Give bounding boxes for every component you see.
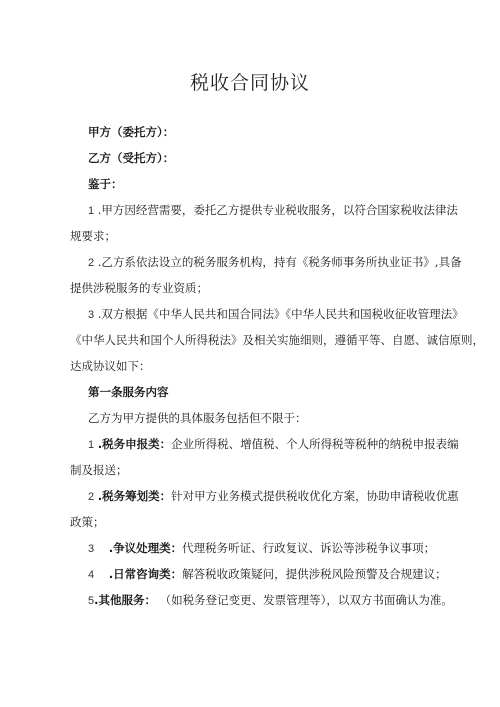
service-number: 5 — [88, 595, 95, 607]
service-label: .税务申报类： — [97, 437, 172, 451]
clause-number: 1 — [88, 205, 95, 217]
clause-number: 2 — [88, 257, 95, 269]
party-a-label: 甲方（委托方）： — [88, 125, 175, 139]
service-label: .日常咨询类： — [108, 567, 183, 581]
service-item — [88, 489, 459, 504]
service-item — [88, 593, 453, 608]
service-text: 解答税收政策疑问，提供涉税风险预警及合规建议； — [182, 567, 447, 581]
document-title: 税收合同协议 — [189, 72, 310, 94]
service-number: 3 — [88, 543, 95, 555]
whereas-label: 鉴于： — [88, 177, 123, 191]
clause-3-continuation: 达成协议如下： — [70, 359, 151, 373]
service-item — [88, 567, 447, 582]
service-label: .税务筹划类： — [97, 489, 172, 503]
clause-3-continuation: 《中华人民共和国个人所得税法》及相关实施细则，遵循平等、自愿、诚信原则， — [70, 333, 484, 347]
article-1-intro: 乙方为甲方提供的具体服务包括但不限于： — [88, 411, 307, 425]
clause-2-first-line — [88, 255, 462, 270]
clause-text: .乙方系依法设立的税务服务机构，持有《税务师事务所执业证书》,具备 — [97, 255, 462, 269]
clause-1-continuation: 规要求； — [70, 229, 116, 243]
service-continuation: 政策； — [70, 515, 105, 529]
clause-1-first-line — [88, 203, 458, 218]
party-b-label: 乙方（受托方）： — [88, 151, 175, 165]
clause-2-continuation: 提供涉税服务的专业资质； — [70, 281, 208, 295]
service-text: 企业所得税、增值税、个人所得税等税种的纳税申报表编 — [171, 437, 459, 451]
service-number: 1 — [88, 439, 95, 451]
service-number: 2 — [88, 491, 95, 503]
service-item — [88, 541, 435, 556]
service-label: .争议处理类： — [108, 541, 183, 555]
clause-text: .双方根据《中华人民共和国合同法》《中华人民共和国税收征收管理法》 — [97, 307, 464, 321]
service-text: （如税务登记变更、发票管理等），以双方书面确认为准。 — [159, 593, 453, 607]
article-1-heading: 第一条服务内容 — [88, 385, 169, 399]
clause-3-first-line — [88, 307, 464, 322]
clause-number: 3 — [88, 309, 95, 321]
service-text: 代理税务听证、行政复议、诉讼等涉税争议事项； — [182, 541, 436, 555]
clause-text: .甲方因经营需要，委托乙方提供专业税收服务，以符合国家税收法律法 — [97, 203, 458, 217]
service-text: 针对甲方业务模式提供税收优化方案，协助申请税收优惠 — [171, 489, 459, 503]
service-item — [88, 437, 459, 452]
service-label: .其他服务： — [94, 593, 156, 607]
service-number: 4 — [88, 569, 95, 581]
service-continuation: 制及报送； — [70, 463, 128, 477]
